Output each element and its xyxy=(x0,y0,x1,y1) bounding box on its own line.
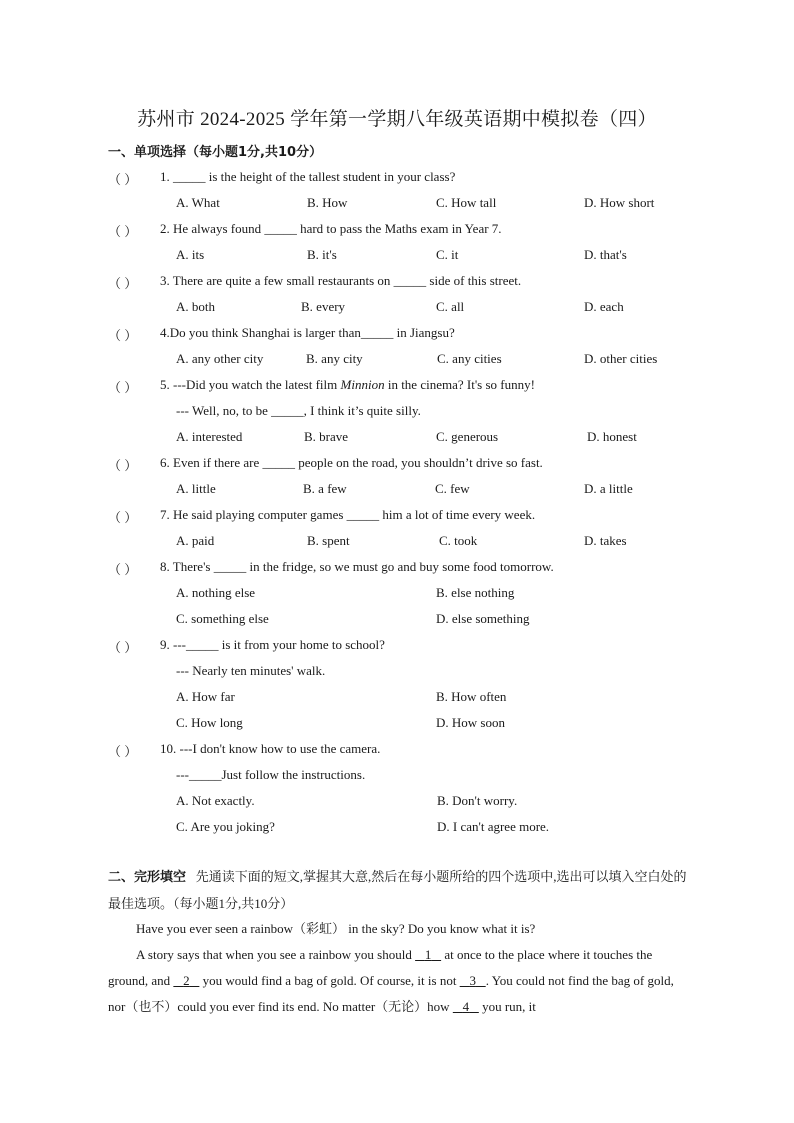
passage-paragraph-2 xyxy=(108,942,693,1020)
option-d: D. takes xyxy=(584,533,627,548)
answer-paren[interactable]: （ ） xyxy=(108,640,138,655)
option-c: C. How long xyxy=(176,715,243,730)
question-stem: 1. _____ is the height of the tallest student in your class? xyxy=(160,169,456,184)
option-c: C. any cities xyxy=(437,351,502,366)
option-d: D. How soon xyxy=(436,715,505,730)
blank-3[interactable] xyxy=(460,973,486,988)
dialogue-reply: --- Nearly ten minutes' walk. xyxy=(176,663,326,678)
question-stem: 4.Do you think Shanghai is larger than_____ in Jiangsu? xyxy=(160,325,455,340)
answer-paren[interactable]: （ ） xyxy=(108,328,138,343)
page-title: 苏州市 2024-2025 学年第一学期八年级英语期中模拟卷（四） xyxy=(137,109,657,130)
option-a: A. How far xyxy=(176,689,235,704)
question-stem: 2. He always found _____ hard to pass the Maths exam in Year 7. xyxy=(160,221,502,236)
option-b: B. Don't worry. xyxy=(437,793,518,808)
question-stem: 7. He said playing computer games _____ him a lot of time every week. xyxy=(160,507,536,522)
option-a: A. little xyxy=(176,481,216,496)
option-d: D. honest xyxy=(587,429,637,444)
passage-text: you run, it xyxy=(478,999,536,1014)
option-a: A. its xyxy=(176,247,205,262)
option-b: B. How xyxy=(307,195,348,210)
dialogue-reply: --- Well, no, to be _____, I think it’s quite silly. xyxy=(176,403,421,418)
option-b: B. else nothing xyxy=(436,585,515,600)
stem-head: 5. ---Did you watch the latest film xyxy=(160,377,341,392)
blank-2[interactable] xyxy=(173,973,199,988)
section-2-instructions xyxy=(108,864,693,917)
passage-text: you would find a bag of gold. Of course, it is not xyxy=(199,973,460,988)
section-heading: 一、单项选择（每小题1分,共10分） xyxy=(108,145,323,160)
blank-number: 2 xyxy=(183,973,190,988)
option-d: D. each xyxy=(584,299,624,314)
option-d: D. I can't agree more. xyxy=(437,819,550,834)
option-b: B. any city xyxy=(306,351,363,366)
option-b: B. every xyxy=(301,299,346,314)
passage-paragraph-1: Have you ever seen a rainbow（彩虹） in the sky? Do you know what it is? xyxy=(136,921,536,936)
passage-text: A story says that when you see a rainbow you should xyxy=(136,947,416,962)
option-c: C. all xyxy=(436,299,465,314)
answer-paren[interactable]: （ ） xyxy=(108,744,138,759)
question-stem: 10. ---I don't know how to use the camera. xyxy=(160,741,381,756)
option-a: A. both xyxy=(176,299,215,314)
answer-paren[interactable]: （ ） xyxy=(108,510,138,525)
option-a: A. paid xyxy=(176,533,215,548)
blank-4[interactable] xyxy=(453,999,479,1014)
option-a: A. Not exactly. xyxy=(176,793,255,808)
option-d: D. How short xyxy=(584,195,655,210)
blank-number: 1 xyxy=(424,947,432,962)
option-b: B. it's xyxy=(307,247,337,262)
answer-paren[interactable]: （ ） xyxy=(108,224,138,239)
film-title: Minnion xyxy=(340,377,385,392)
stem-tail: in the cinema? It's so funny! xyxy=(384,377,535,392)
passage-text: . You could not find the bag of gold, nor（也不）could you ever find its end. No matter（无论）how xyxy=(108,973,674,1014)
question-stem: 9. ---_____ is it from your home to school? xyxy=(160,637,385,652)
blank-1[interactable] xyxy=(415,947,441,962)
option-b: B. a few xyxy=(303,481,347,496)
option-a: A. any other city xyxy=(176,351,264,366)
blank-number: 4 xyxy=(462,999,470,1014)
passage-text: at once to the place where it touches the ground, and xyxy=(108,947,653,988)
option-a: A. interested xyxy=(176,429,243,444)
answer-paren[interactable]: （ ） xyxy=(108,380,138,395)
question-stem xyxy=(160,377,535,393)
question-stem: 8. There's _____ in the fridge, so we must go and buy some food tomorrow. xyxy=(160,559,554,574)
option-a: A. What xyxy=(176,195,220,210)
option-c: C. generous xyxy=(436,429,499,444)
dialogue-reply: ---_____Just follow the instructions. xyxy=(176,767,366,782)
option-b: B. How often xyxy=(436,689,507,704)
option-b: B. brave xyxy=(304,429,349,444)
option-d: D. other cities xyxy=(584,351,658,366)
answer-paren[interactable]: （ ） xyxy=(108,458,138,473)
option-c: C. Are you joking? xyxy=(176,819,275,834)
option-d: D. a little xyxy=(584,481,633,496)
answer-paren[interactable]: （ ） xyxy=(108,276,138,291)
section-heading: 二、完形填空 xyxy=(108,870,187,885)
option-d: D. else something xyxy=(436,611,530,626)
option-d: D. that's xyxy=(584,247,627,262)
option-a: A. nothing else xyxy=(176,585,256,600)
question-stem: 3. There are quite a few small restaurants on _____ side of this street. xyxy=(160,273,522,288)
answer-paren[interactable]: （ ） xyxy=(108,562,138,577)
option-c: C. took xyxy=(439,533,478,548)
option-c: C. How tall xyxy=(436,195,497,210)
option-b: B. spent xyxy=(307,533,350,548)
blank-number: 3 xyxy=(469,973,476,988)
option-c: C. it xyxy=(436,247,459,262)
option-c: C. few xyxy=(435,481,470,496)
question-stem: 6. Even if there are _____ people on the road, you shouldn’t drive so fast. xyxy=(160,455,543,470)
option-c: C. something else xyxy=(176,611,269,626)
section-instruction: 先通读下面的短文,掌握其大意,然后在每小题所给的四个选项中,选出可以填入空白处的最佳选项。（每小题1分,共10分） xyxy=(108,869,687,911)
answer-paren[interactable]: （ ） xyxy=(108,172,138,187)
